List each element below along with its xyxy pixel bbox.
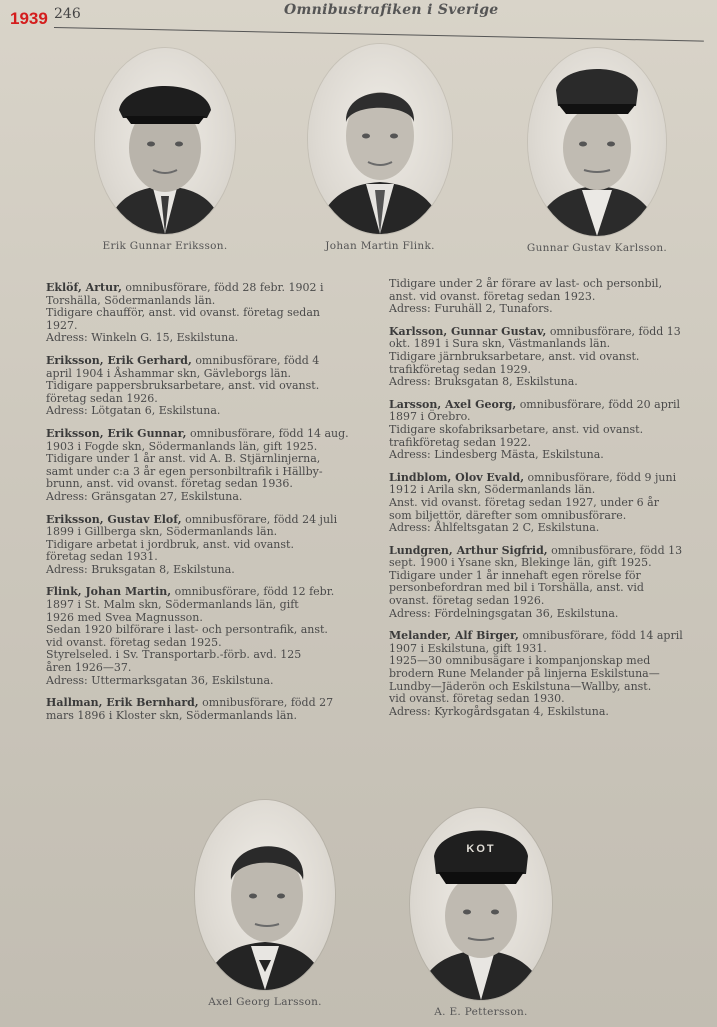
bio-line (389, 608, 709, 621)
bio-name: Karlsson, Gunnar Gustav, (389, 324, 547, 338)
bio-text: Tidigare under 1 år anst. vid A. B. Stjärnlinjerna, (46, 452, 321, 466)
bio-entry (389, 472, 709, 535)
portrait-caption: Gunnar Gustav Karlsson. (526, 242, 668, 254)
bio-name: Lindblom, Olov Evald, (389, 470, 525, 484)
bio-entry (46, 355, 366, 418)
portrait-caption: A. E. Pettersson. (434, 1006, 528, 1018)
bio-text: omnibusförare, född 28 febr. 1902 i (125, 281, 324, 294)
bio-text: Adress: Winkeln G. 15, Eskilstuna. (46, 331, 239, 345)
bio-entry (389, 630, 709, 718)
bio-name: Larsson, Axel Georg, (389, 397, 517, 411)
bio-text: omnibusförare, född 13 (549, 324, 681, 338)
portrait-image (410, 808, 552, 1000)
bio-name: Eriksson, Erik Gerhard, (46, 353, 192, 367)
portrait-photo-axel-georg-larsson (195, 800, 335, 990)
bio-text: Anst. vid ovanst. företag sedan 1927, under 6 år (389, 495, 659, 509)
portrait-photo-gunnar-gustav-karlsson (528, 48, 666, 236)
bio-text: omnibusförare, född 4 (195, 353, 320, 367)
bio-line (389, 706, 709, 719)
portrait-image (195, 800, 335, 990)
bio-text: företag sedan 1931. (46, 550, 158, 564)
header-rule (54, 27, 704, 42)
bio-line (389, 522, 709, 535)
bio-name: Lundgren, Arthur Sigfrid, (389, 543, 548, 557)
bio-text: Tidigare pappersbruksarbetare, anst. vid ovanst. (46, 379, 320, 393)
bio-entry (46, 428, 366, 504)
cap-badge-text: KOT (466, 843, 496, 855)
bio-text: omnibusförare, född 14 april (522, 629, 683, 643)
bio-name: Hallman, Erik Bernhard, (46, 696, 199, 710)
year-label: 1939 (10, 9, 48, 28)
bio-entry (46, 282, 366, 345)
bio-text: Tidigare under 2 år förare av last- och personbil, (389, 277, 663, 290)
bio-text: Styrelseled. i Sv. Transportarb.-förb. avd. 125 (46, 648, 302, 662)
portrait-image (308, 44, 452, 234)
bio-text: vid ovanst. företag sedan 1925. (46, 635, 222, 649)
bio-text: Adress: Kyrkogårdsgatan 4, Eskilstuna. (389, 704, 609, 718)
bio-text: Sedan 1920 bilförare i last- och persontrafik, anst. (46, 623, 328, 637)
left-column (46, 282, 366, 732)
bio-text: samt under c:a 3 år egen personbiltrafik i Hällby- (46, 464, 323, 478)
bio-text: anst. vid ovanst. företag sedan 1923. (389, 289, 596, 303)
bio-text: omnibusförare, född 24 juli (185, 512, 338, 526)
bio-name: Eriksson, Erik Gunnar, (46, 426, 187, 440)
bio-text: Lundby—Jäderön och Eskilstuna—Wallby, anst. (389, 679, 652, 693)
bio-text: Adress: Furuhäll 2, Tunafors. (389, 302, 553, 316)
bio-text: 1897 i St. Malm skn, Södermanlands län, gift (46, 598, 299, 612)
bio-name: Flink, Johan Martin, (46, 585, 172, 599)
bio-text: Tidigare arbetat i jordbruk, anst. vid ovanst. (46, 537, 294, 551)
bio-line (46, 710, 366, 723)
bio-text: Adress: Gränsgatan 27, Eskilstuna. (46, 489, 243, 503)
bio-entry (46, 586, 366, 687)
portrait-photo-a-e-pettersson (410, 808, 552, 1000)
bio-text: 1912 i Arila skn, Södermanlands län. (389, 483, 596, 497)
portrait-caption: Erik Gunnar Eriksson. (102, 240, 228, 252)
page-number: 246 (54, 6, 81, 22)
bio-entry (389, 545, 709, 621)
bio-entry (389, 278, 709, 316)
bio-text: trafikföretag sedan 1922. (389, 435, 532, 449)
bio-text: 1907 i Eskilstuna, gift 1931. (389, 641, 547, 655)
bio-text: omnibusförare, född 20 april (519, 397, 681, 411)
bio-text: Adress: Bruksgatan 8, Eskilstuna. (389, 375, 578, 389)
bio-entry (389, 326, 709, 389)
bio-text: som biljettör, därefter som omnibusförare. (389, 508, 627, 522)
bio-text: Adress: Bruksgatan 8, Eskilstuna. (46, 562, 235, 576)
bio-line (389, 449, 709, 462)
bio-text: Tidigare järnbruksarbetare, anst. vid ovanst. (389, 349, 640, 363)
bio-text: Tidigare skofabriksarbetare, anst. vid ovanst. (389, 422, 644, 436)
bio-line (389, 376, 709, 389)
bio-text: ovanst. företag sedan 1926. (389, 594, 545, 608)
bio-line (46, 564, 366, 577)
bio-text: mars 1896 i Kloster skn, Södermanlands län. (46, 708, 298, 722)
bio-text: omnibusförare, född 13 (551, 543, 683, 557)
running-title: Omnibustrafiken i Sverige (284, 2, 499, 18)
bio-entry (389, 399, 709, 462)
portrait-photo-johan-martin-flink (308, 44, 452, 234)
bio-text: brunn, anst. vid ovanst. företag sedan 1936. (46, 477, 293, 491)
portrait-image (95, 48, 235, 234)
bio-name: Melander, Alf Birger, (389, 629, 519, 643)
bio-text: april 1904 i Åshammar skn, Gävleborgs län. (46, 366, 292, 380)
bio-text: 1927. (46, 318, 78, 332)
bio-entry (46, 697, 366, 722)
bio-line (46, 332, 366, 345)
bio-text: åren 1926—37. (46, 661, 132, 675)
bio-line (46, 405, 366, 418)
bio-line (389, 303, 709, 316)
bio-text: omnibusförare, född 12 febr. (174, 585, 335, 599)
bio-text: Adress: Lindesberg Mästa, Eskilstuna. (389, 448, 604, 462)
bio-text: 1925—30 omnibusägare i kompanjonskap med (389, 654, 651, 668)
bio-line (46, 675, 366, 688)
bio-text: Adress: Lötgatan 6, Eskilstuna. (46, 404, 221, 418)
bio-text: sept. 1900 i Ysane skn, Blekinge län, gift 1925. (389, 556, 652, 570)
bio-text: företag sedan 1926. (46, 391, 158, 405)
bio-text: omnibusförare, född 14 aug. (190, 426, 349, 440)
bio-name: Eriksson, Gustav Elof, (46, 512, 182, 526)
bio-text: okt. 1891 i Sura skn, Västmanlands län. (389, 337, 611, 351)
bio-line (46, 307, 366, 320)
portrait-caption: Johan Martin Flink. (325, 240, 435, 252)
right-column (389, 278, 709, 728)
bio-text: 1899 i Gillberga skn, Södermanlands län. (46, 525, 278, 539)
bio-text: trafikföretag sedan 1929. (389, 362, 532, 376)
bio-text: Tidigare under 1 år innehaft egen rörelse för (389, 568, 641, 582)
bio-text: Adress: Uttermarksgatan 36, Eskilstuna. (46, 673, 274, 687)
bio-text: omnibusförare, född 27 (202, 696, 334, 710)
portrait-image (528, 48, 666, 236)
portrait-caption: Axel Georg Larsson. (208, 996, 322, 1008)
bio-text: Adress: Fördelningsgatan 36, Eskilstuna. (389, 606, 619, 620)
bio-line (46, 491, 366, 504)
bio-text: omnibusförare, född 9 juni (527, 470, 677, 484)
bio-text: vid ovanst. företag sedan 1930. (389, 692, 565, 706)
bio-text: 1926 med Svea Magnusson. (46, 610, 203, 624)
bio-name: Eklöf, Artur, (46, 281, 122, 294)
bio-text: brodern Rune Melander på linjerna Eskilstuna— (389, 667, 660, 681)
bio-text: 1897 i Örebro. (389, 410, 471, 424)
bio-text: Tidigare chaufför, anst. vid ovanst. företag sedan (46, 306, 320, 320)
bio-text: personbefordran med bil i Torshälla, anst. vid (389, 581, 644, 595)
portrait-photo-erik-gunnar-eriksson (95, 48, 235, 234)
bio-entry (46, 514, 366, 577)
bio-text: Adress: Åhlfeltsgatan 2 C, Eskilstuna. (389, 521, 600, 535)
bio-text: 1903 i Fogde skn, Södermanlands län, gift 1925. (46, 439, 318, 453)
bio-text: Torshälla, Södermanlands län. (46, 293, 216, 307)
